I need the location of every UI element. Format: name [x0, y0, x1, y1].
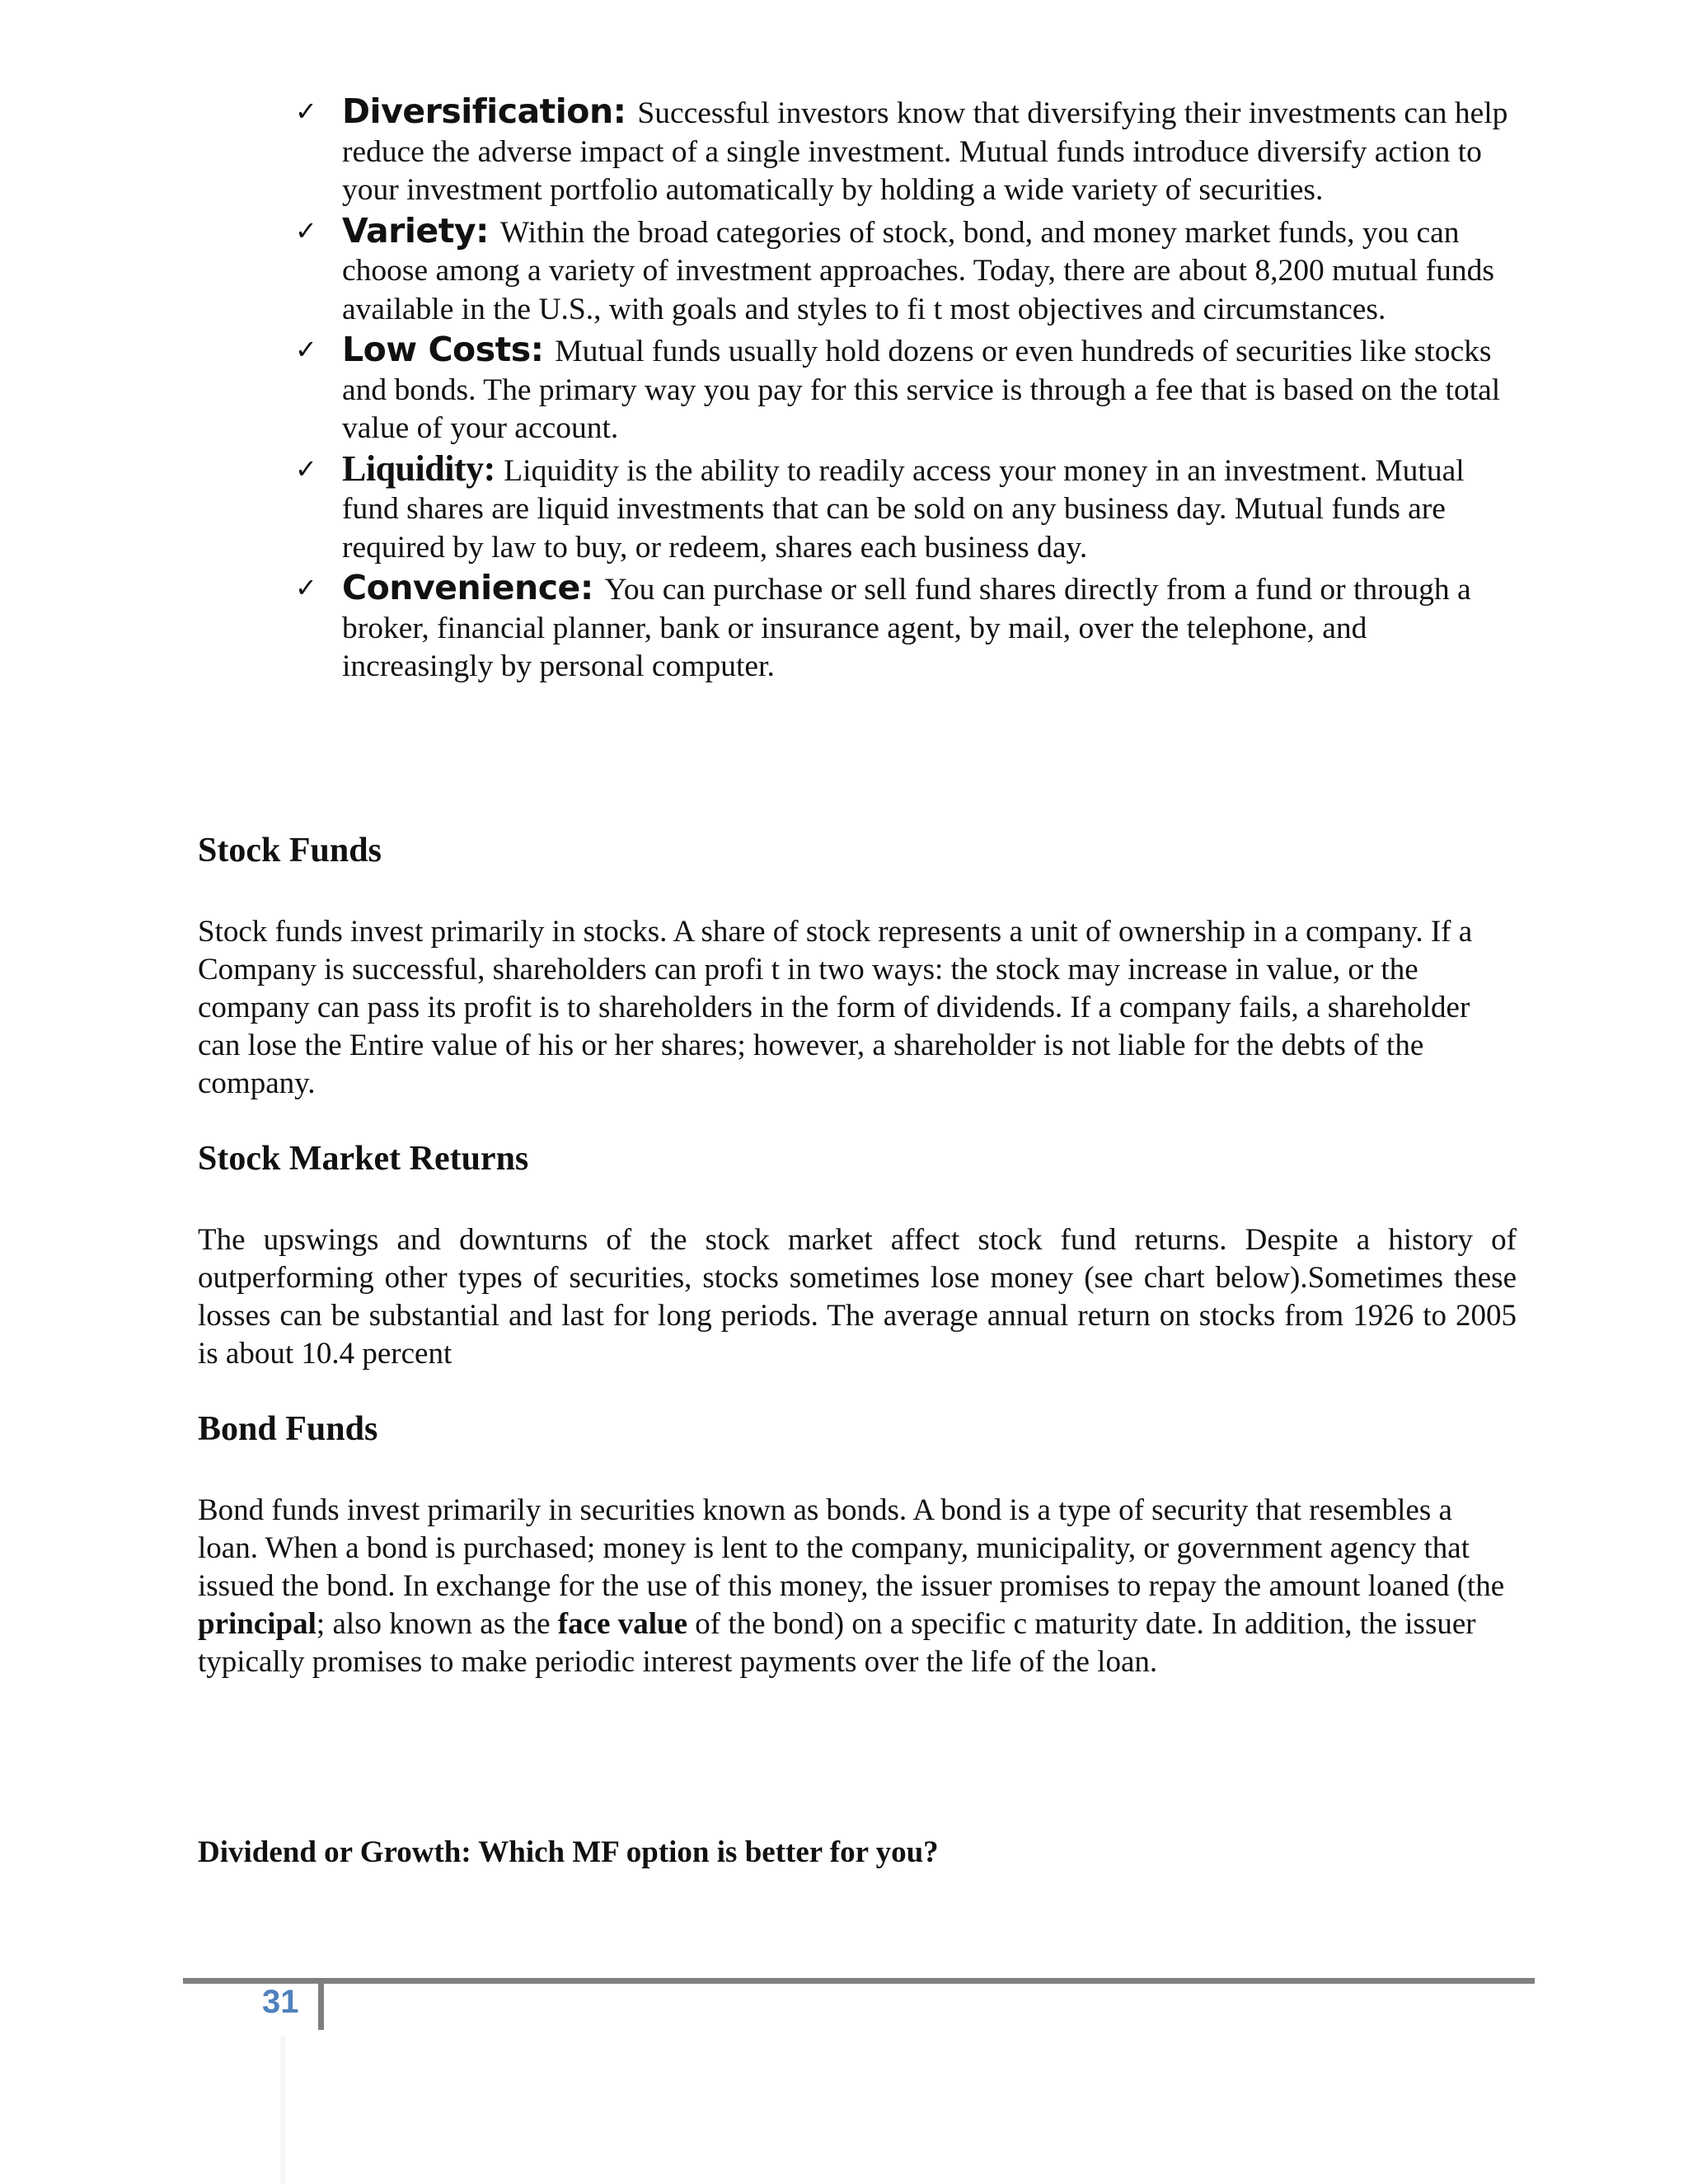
- bond-funds-heading: Bond Funds: [198, 1410, 378, 1448]
- stock-market-returns-heading: Stock Market Returns: [198, 1140, 529, 1178]
- bullet-text: Within the broad categories of stock, bond, and money market funds, you can choose among a variety of investment approaches. Today, there are about 8,200 mutual funds available in the U.S., with goals and styles to fi t most objectives and circumstances.: [342, 215, 1494, 326]
- bullet-text: You can purchase or sell fund shares directly from a fund or through a broker, financial planner, bank or insurance agent, by mail, over the telephone, and increasingly by personal computer.: [342, 573, 1471, 683]
- list-item: [295, 569, 1523, 687]
- checkmark-icon: ✓: [295, 214, 317, 246]
- bond-text-2: ; also known as the: [316, 1607, 558, 1641]
- checkmark-icon: ✓: [295, 572, 317, 603]
- footer-rule: [183, 1978, 1535, 1984]
- stock-market-returns-paragraph: The upswings and downturns of the stock market affect stock fund returns. Despite a history of outperforming other types of securities, stocks sometimes lose money (see chart below).Sometimes these losses can be substantial and last for long periods. The average annual return on stocks from 1926 to 2005 is about 10.4 percent: [198, 1223, 1517, 1371]
- benefits-list: [295, 92, 1523, 688]
- stock-funds-heading: Stock Funds: [198, 832, 382, 869]
- stock-funds-paragraph: Stock funds invest primarily in stocks. A share of stock represents a unit of ownership in a company. If a Company is successful, shareholders can profi t in two ways: the stock may increase in value, or the company can pass its profit is to shareholders in the form of dividends. If a company fails, a shareholder can lose the Entire value of his or her shares; however, a shareholder is not liable for the debts of the company.: [198, 915, 1473, 1100]
- bullet-term: Low Costs:: [342, 330, 556, 369]
- footer-divider: [318, 1984, 324, 2030]
- bond-text-3: of the bond) on a specific c maturity date. In addition, the issuer typically promises to make periodic interest payments over the life of the loan.: [198, 1607, 1476, 1679]
- checkmark-icon: ✓: [295, 452, 317, 485]
- list-item: [295, 92, 1523, 210]
- list-item: [295, 450, 1523, 568]
- checkmark-icon: ✓: [295, 96, 317, 127]
- bullet-text: Liquidity is the ability to readily access your money in an investment. Mutual fund shares are liquid investments that can be sold on any business day. Mutual funds are required by law to buy, or redeem, shares each business day.: [342, 453, 1465, 565]
- section-subheading: Dividend or Growth: Which MF option is better for you?: [198, 1835, 939, 1869]
- bullet-term: Variety:: [342, 210, 500, 251]
- checkmark-icon: ✓: [295, 334, 317, 365]
- principal-term: principal: [198, 1607, 316, 1641]
- list-item: [295, 330, 1523, 448]
- bond-funds-paragraph: [198, 1492, 1517, 1681]
- face-value-term: face value: [557, 1607, 687, 1641]
- list-item: [295, 212, 1523, 330]
- bullet-text: Successful investors know that diversifying their investments can help reduce the adverse impact of a single investment. Mutual funds introduce diversify action to your investment portfolio automatically by holding a wide variety of securities.: [342, 96, 1508, 207]
- bond-text-1: Bond funds invest primarily in securities known as bonds. A bond is a type of security that resembles a loan. When a bond is purchased; money is lent to the company, municipality, or government agency that issued the bond. In exchange for the use of this money, the issuer promises to repay the amount loaned (the: [198, 1493, 1505, 1603]
- margin-shading: [280, 2036, 285, 2184]
- bullet-term: Diversification:: [342, 91, 638, 131]
- bullet-text: Mutual funds usually hold dozens or even hundreds of securities like stocks and bonds. The primary way you pay for this service is through a fee that is based on the total value of your account.: [342, 335, 1501, 445]
- page-number: 31: [262, 1984, 299, 2020]
- bullet-term: Liquidity:: [342, 448, 504, 489]
- bullet-term: Convenience:: [342, 568, 605, 607]
